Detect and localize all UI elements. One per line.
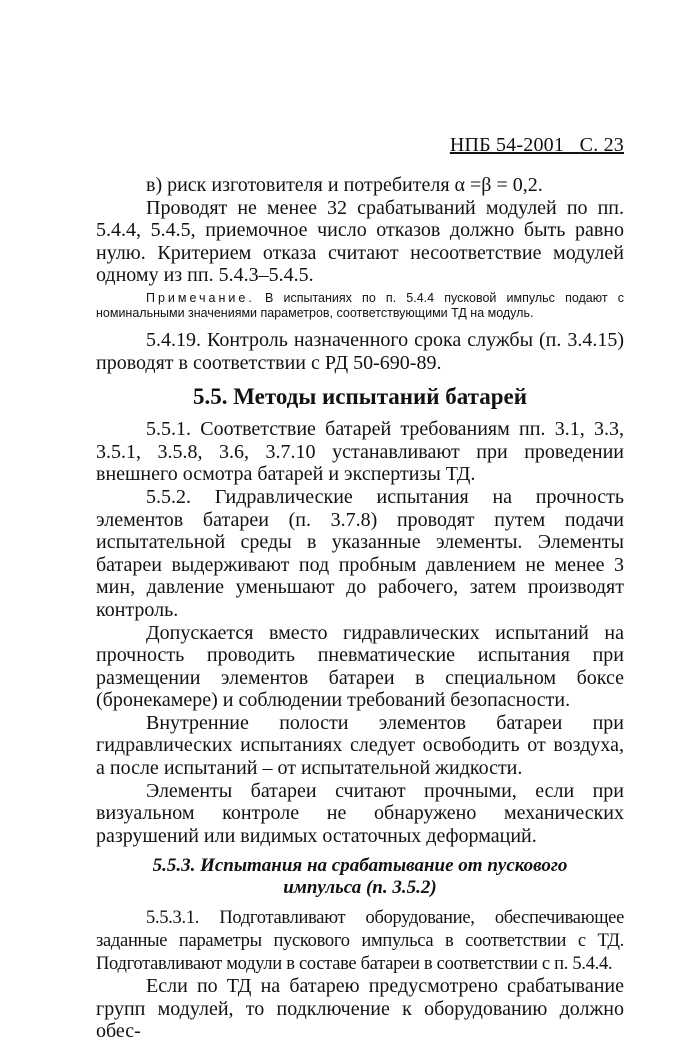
page-header: [450, 134, 624, 157]
paragraph-tests-count: Проводят не менее 32 срабатываний модулей по пп. 5.4.4, 5.4.5, приемочное число отказов должно быть равно нулю. Критерием отказа считают несоответствие модулей одному из пп. 5.4.3–5.4.5.: [96, 196, 624, 287]
paragraph-5-5-3-1: 5.5.3.1. Подготавливают оборудование, обеспечивающее заданные параметры пускового импульса в соответствии с ТД. Подготавливают модули в составе батареи в соответствии с п. 5.4.4.: [96, 908, 624, 974]
document-code: НПБ 54-2001: [449, 134, 565, 156]
paragraph-risk: в) риск изготовителя и потребителя α =β = 0,2.: [146, 174, 543, 196]
note-text: В испытаниях по п. 5.4.4 пусковой импульс подают с номинальными значениями параметров, соответствующими ТД на модуль.: [96, 290, 624, 320]
note: [96, 291, 624, 321]
paragraph-5-5-2: 5.5.2. Гидравлические испытания на прочность элементов батареи (п. 3.7.8) проводят путем подачи испытательной среды в указанные элементы. Элементы батареи выдерживают под пробным давлением не менее 3 мин, давление уменьшают до рабочего, затем производят контроль.: [96, 485, 624, 621]
paragraph-5-5-1: 5.5.1. Соответствие батарей требованиям пп. 3.1, 3.3, 3.5.1, 3.5.8, 3.6, 3.7.10 устанавливают при проведении внешнего осмотра батарей и экспертизы ТД.: [96, 418, 624, 486]
paragraph-strength: Элементы батареи считают прочными, если при визуальном контроле не обнаружено механических разрушений или видимых остаточных деформаций.: [96, 779, 624, 847]
subsection-title-line-2: импульса (п. 3.5.2): [283, 877, 437, 899]
paragraph-groups: Если по ТД на батарею предусмотрено срабатывание групп модулей, то подключение к оборудованию должно обес-: [96, 975, 624, 1043]
paragraph-cavities: Внутренние полости элементов батареи при гидравлических испытаниях следует освободить от воздуха, а после испытаний – от испытательной жидкости.: [96, 711, 624, 780]
page-number: С. 23: [579, 134, 624, 156]
paragraph-5-4-19: 5.4.19. Контроль назначенного срока службы (п. 3.4.15) проводят в соответствии с РД 50-690-89.: [96, 328, 624, 374]
note-label: Примечание.: [146, 290, 255, 305]
paragraph-pneumatic: Допускается вместо гидравлических испытаний на прочность проводить пневматические испытания при размещении элементов батареи в специальном боксе (бронекамере) и соблюдении требований безопасности.: [96, 621, 624, 712]
subsection-title-line-1: 5.5.3. Испытания на срабатывание от пускового: [152, 855, 568, 877]
document-body: [96, 174, 624, 1043]
section-title: 5.5. Методы испытаний батарей: [192, 384, 528, 410]
subsection-title: [96, 855, 624, 899]
